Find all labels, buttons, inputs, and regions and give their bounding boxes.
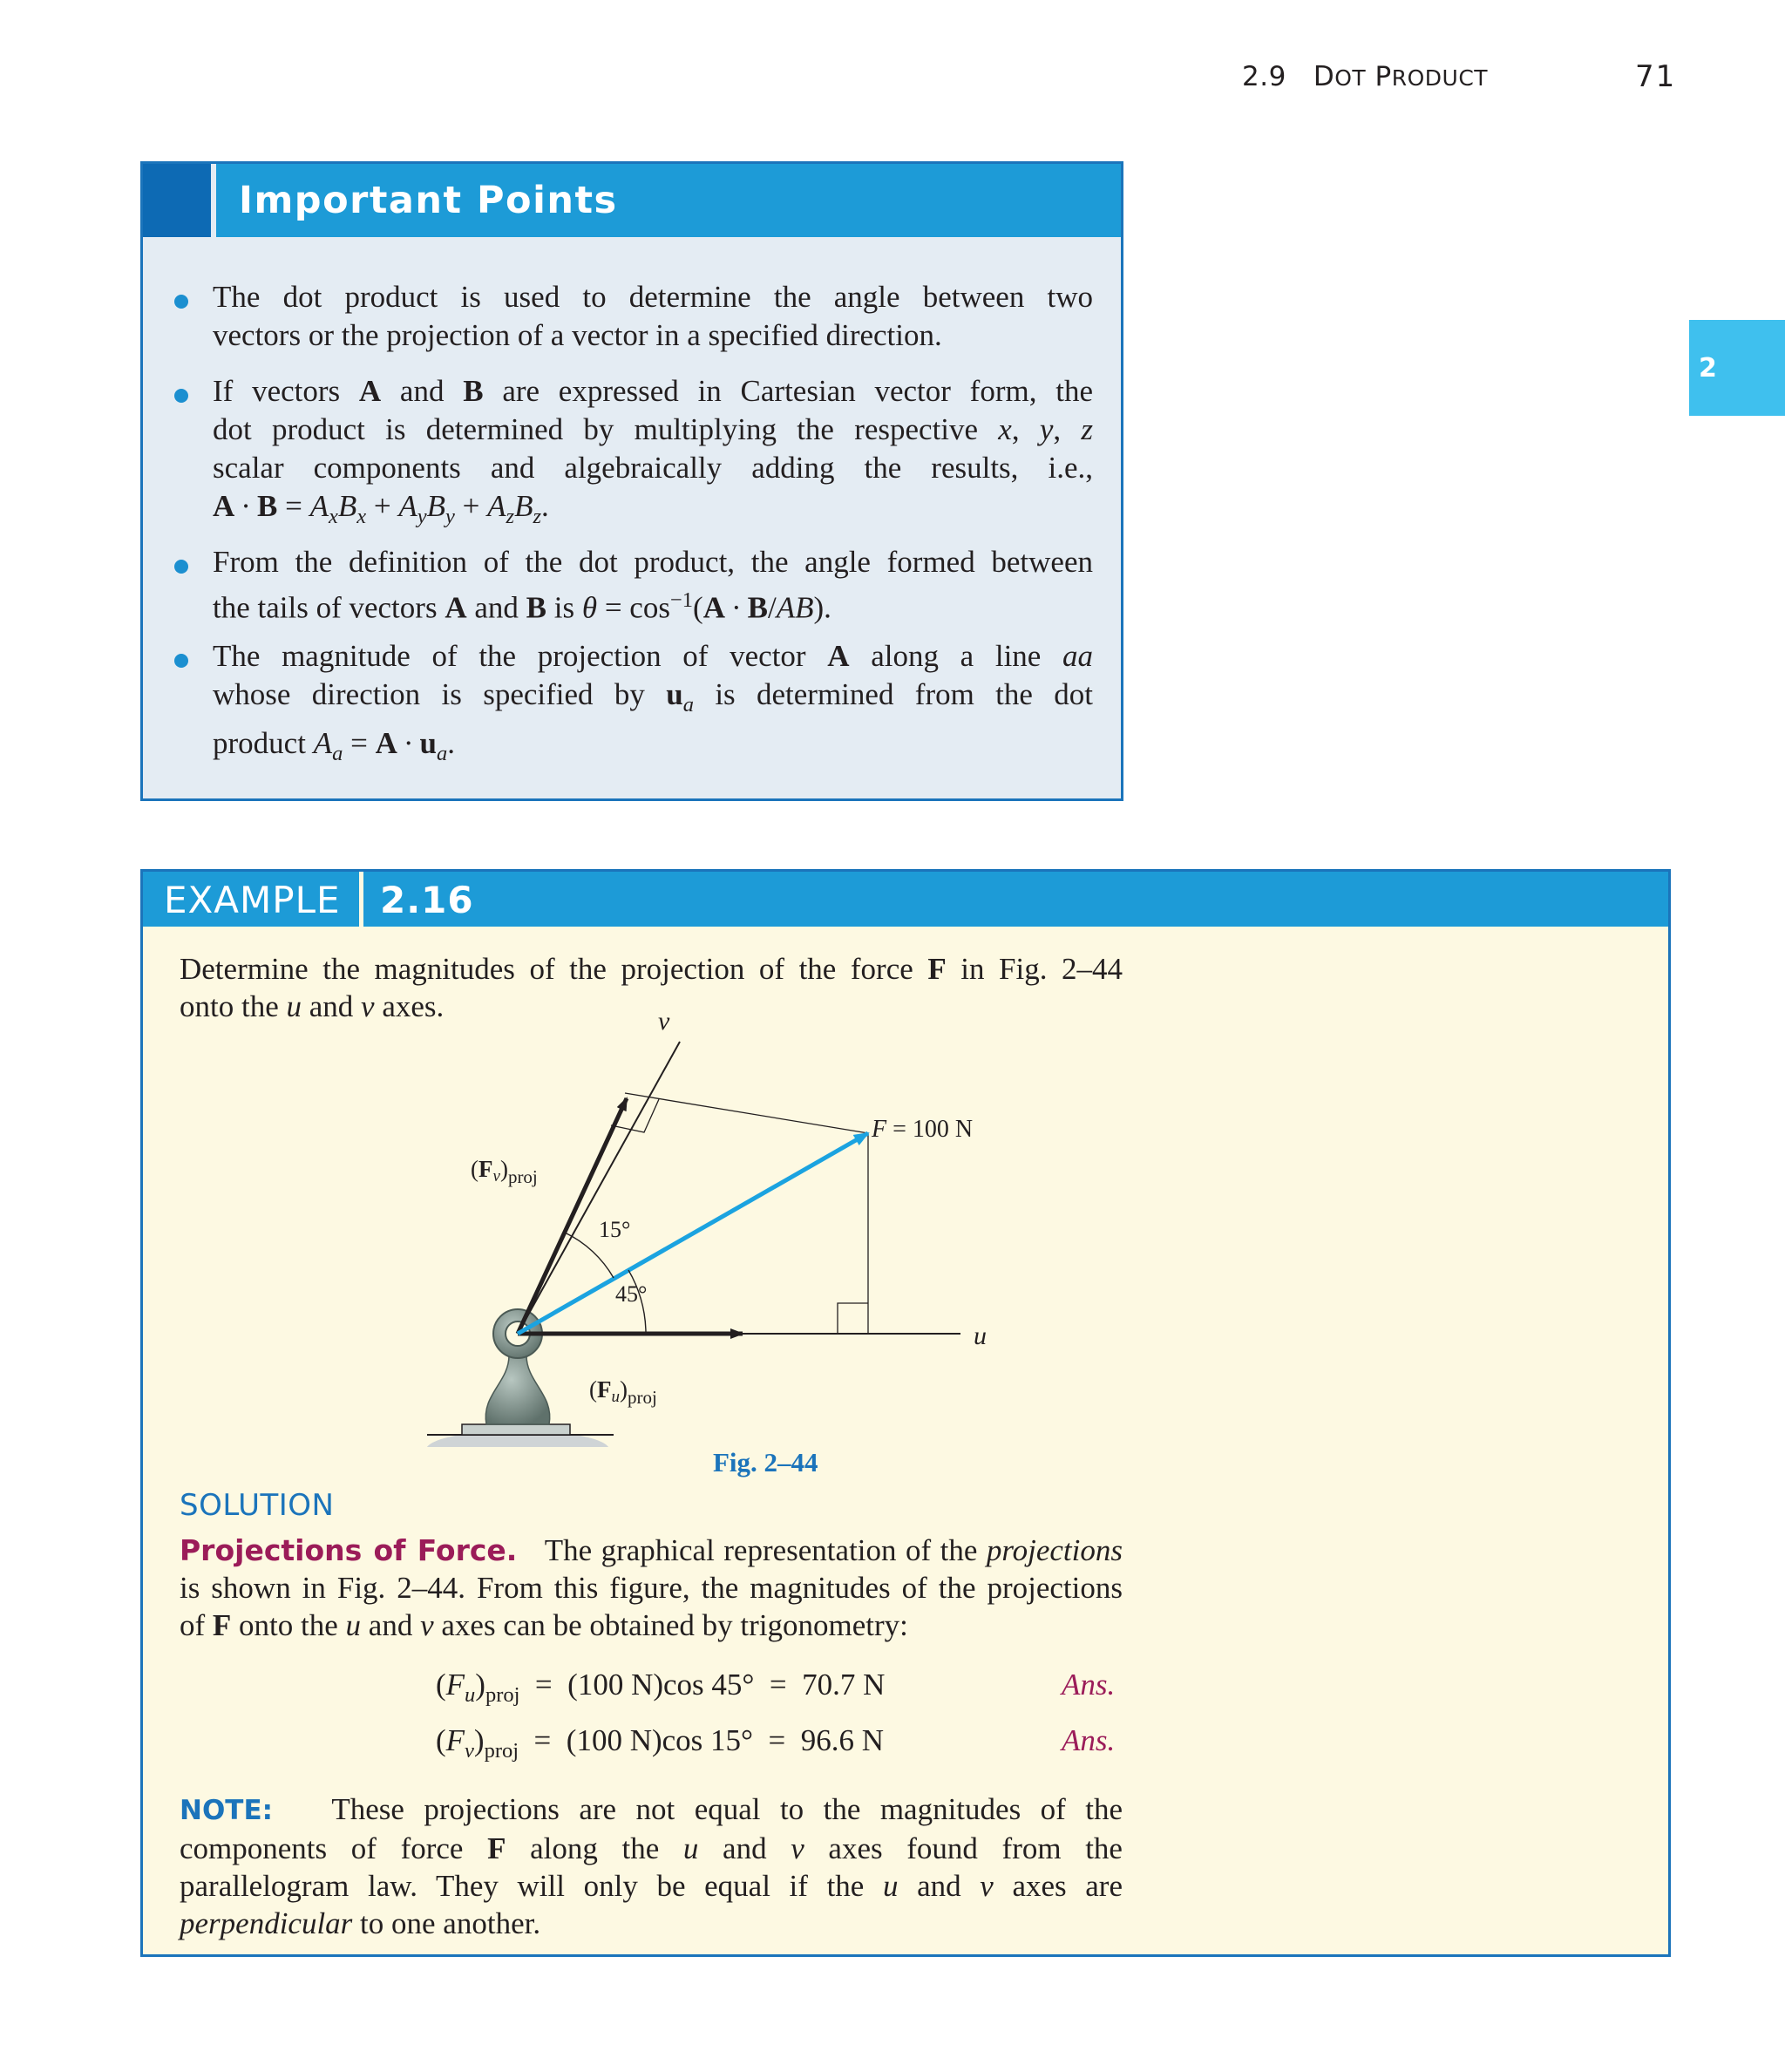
chapter-tab-number: 2 bbox=[1699, 353, 1717, 384]
page-number: 71 bbox=[1635, 59, 1677, 94]
bullet-dot bbox=[174, 654, 188, 668]
problem-statement: Determine the magnitudes of the projection of the force F in Fig. 2–44 onto the u and v axes. bbox=[180, 952, 1123, 1023]
solution-heading: SOLUTION bbox=[180, 1488, 335, 1523]
bullet-dot bbox=[174, 389, 188, 403]
chapter-tab bbox=[1689, 320, 1785, 416]
note-label: NOTE: bbox=[180, 1795, 274, 1826]
important-points-title-bar bbox=[143, 164, 1121, 237]
angle-15-label: 15° bbox=[599, 1217, 631, 1242]
eye-bolt-body bbox=[485, 1355, 549, 1424]
example-number: 2.16 bbox=[380, 879, 474, 921]
answer-label-1: Ans. bbox=[1062, 1668, 1116, 1702]
fv-proj-arrow bbox=[518, 1098, 627, 1334]
point-1: The dot product is used to determine the angle between two vectors or the projection of a vector in a specified direction. bbox=[213, 280, 1093, 352]
point-3: From the definition of the dot product, the angle formed between the tails of vectors A and B is $\theta = \cos^{-1}(A \cdot B/AB)$. bbox=[213, 545, 1093, 625]
equation-fv: $(F_v)_{proj} = (100$ N)cos 15° = 96.6 N bbox=[436, 1723, 885, 1763]
equation-fu: $(F_u)_{proj} = (100$ N)cos 45° = 70.7 N bbox=[436, 1668, 886, 1707]
v-axis-line bbox=[518, 1042, 680, 1334]
section-title: 2.9 DOT PRODUCT bbox=[1242, 61, 1489, 92]
right-angle-mark-u bbox=[838, 1303, 868, 1334]
fv-proj-label: $(Fv)_{proj}$ bbox=[471, 1156, 538, 1187]
force-vector bbox=[518, 1133, 868, 1334]
bullet-dot bbox=[174, 560, 188, 574]
u-axis-label: u bbox=[974, 1321, 987, 1350]
example-label: EXAMPLE bbox=[164, 879, 341, 921]
angle-45-label: 45° bbox=[615, 1281, 648, 1307]
important-points-title: Important Points bbox=[239, 179, 618, 222]
bullet-dot bbox=[174, 295, 188, 309]
v-axis-label: v bbox=[658, 1007, 670, 1036]
answer-label-2: Ans. bbox=[1062, 1723, 1116, 1757]
projections-paragraph: Projections of Force. The graphical representation of the projections is shown in Fig. 2–44. From this figure, the magnitudes of the projections of F onto the u and v axes can be obtained by trigonometry: bbox=[180, 1533, 1123, 1642]
example-box bbox=[140, 869, 1671, 1957]
important-points-box bbox=[140, 161, 1123, 801]
point-4: The magnitude of the projection of vector A along a line aa whose direction is specified by $u_a$ is determined from the dot product $A_a = A \cdot u_a$. bbox=[213, 639, 1093, 765]
example-title-bar bbox=[143, 872, 1668, 927]
projections-subheading: Projections of Force. bbox=[180, 1533, 518, 1567]
figure-2-44 bbox=[411, 1002, 1039, 1447]
figure-caption: Fig. 2–44 bbox=[713, 1447, 818, 1478]
point-2: If vectors A and B are expressed in Cartesian vector form, the dot product is determined by multiplying the respective x, y, z scalar components and algebraically adding the results, i.e., $A \cdot B = A_xB_x + A_yB_y + A_zB_z$. bbox=[213, 374, 1094, 528]
support-base bbox=[462, 1424, 570, 1435]
note-paragraph: NOTE: These projections are not equal to the magnitudes of the components of force F along the u and v axes found from the parallelogram law. They will only be equal if the u and v axes are perpendicular to one another. bbox=[180, 1792, 1123, 1940]
force-label: F = 100 N bbox=[872, 1116, 974, 1143]
fu-proj-label: $(Fu)_{proj}$ bbox=[589, 1376, 657, 1408]
